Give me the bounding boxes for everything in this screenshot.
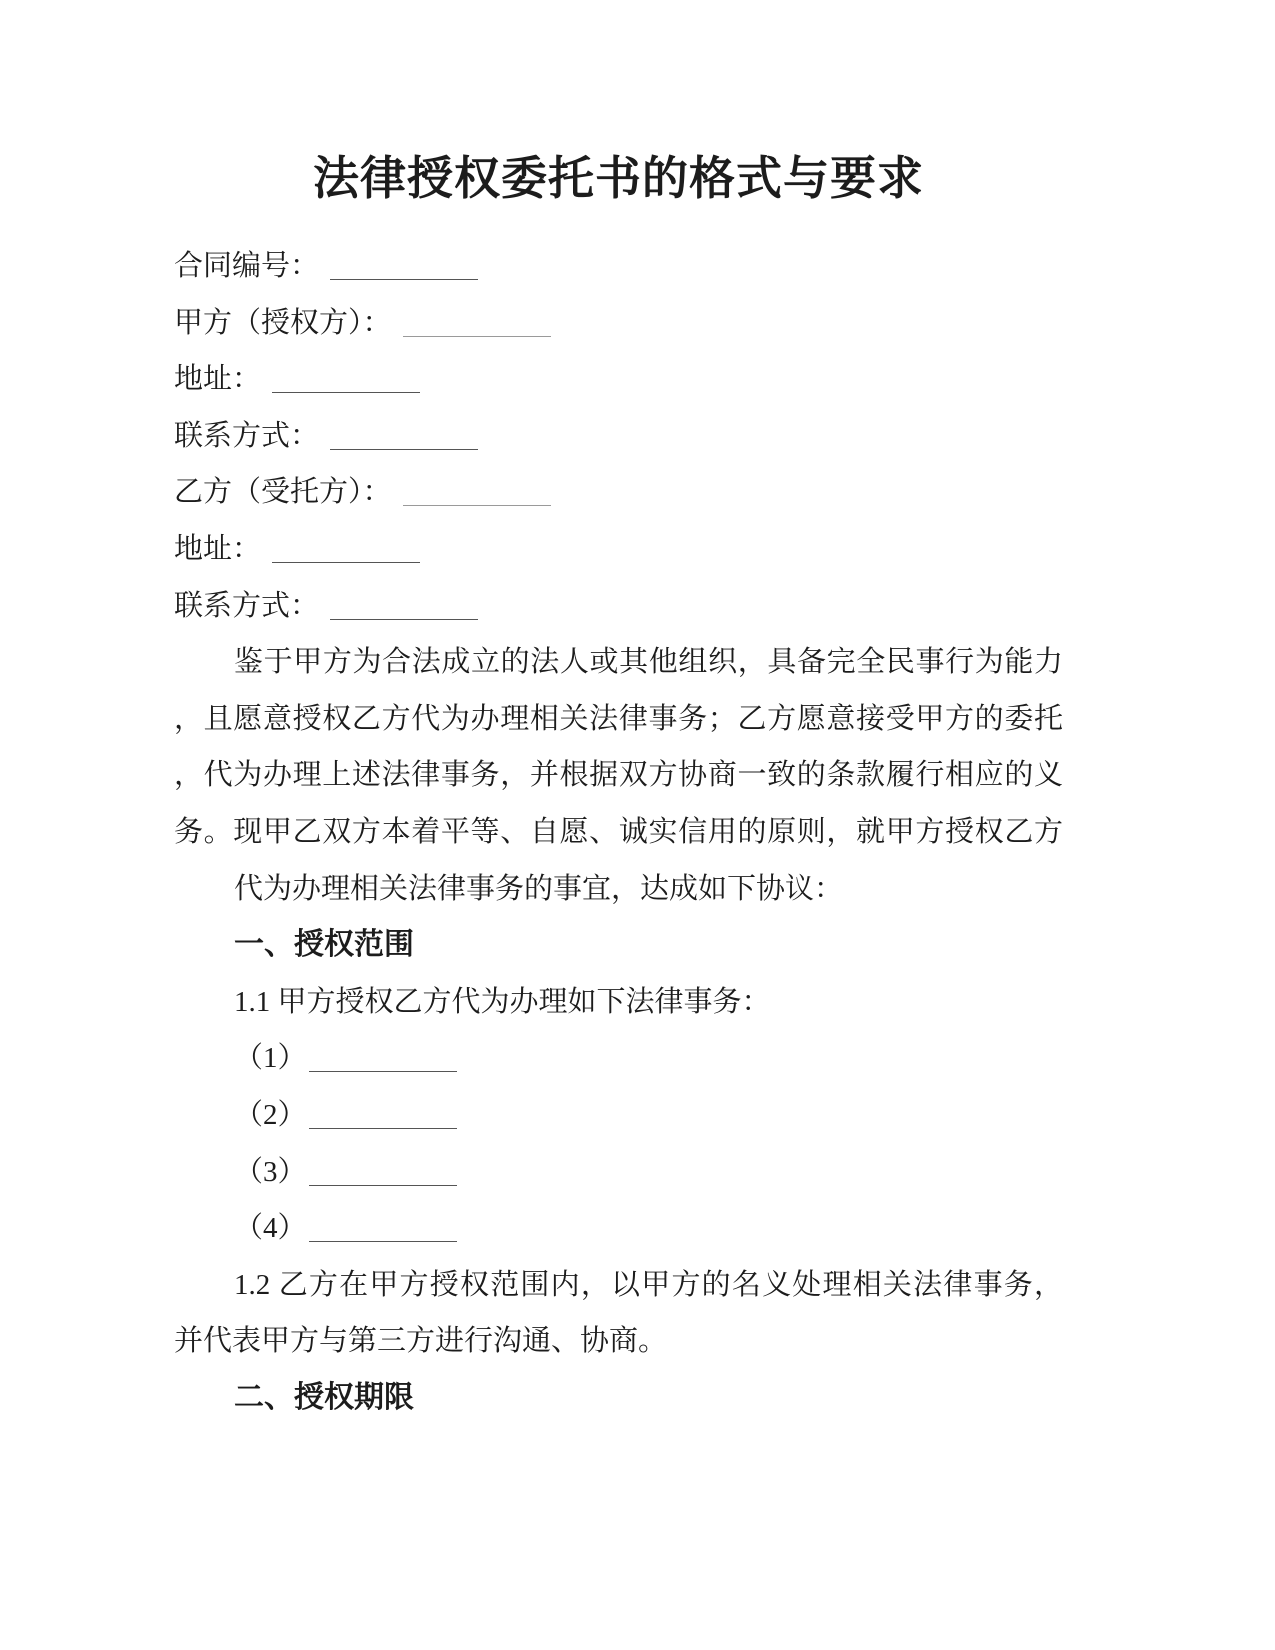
form-row-party-b-address xyxy=(174,521,1063,578)
form-row-party-a-address xyxy=(174,351,1063,408)
list-item-2-label: （2） xyxy=(234,1098,307,1131)
list-item-4 xyxy=(174,1200,1063,1257)
list-item-3 xyxy=(174,1144,1063,1201)
preamble-line-4: 务。现甲乙双方本着平等、自愿、诚实信用的原则，就甲方授权乙方 xyxy=(174,815,1063,848)
list-item-2 xyxy=(174,1087,1063,1144)
field-label-party-a: 甲方（授权方）： xyxy=(174,306,392,339)
party-a-blank[interactable] xyxy=(403,336,551,337)
section-1-heading: 一、授权范围 xyxy=(234,928,414,962)
preamble-line-2: ，且愿意授权乙方代为办理相关法律事务；乙方愿意接受甲方的委托 xyxy=(174,702,1063,735)
list-item-4-label: （4） xyxy=(234,1212,307,1245)
form-row-party-a-contact xyxy=(174,408,1063,465)
preamble-line-1: 鉴于甲方为合法成立的法人或其他组织，具备完全民事行为能力 xyxy=(234,646,1063,679)
form-row-party-b xyxy=(174,464,1063,521)
preamble-line-5: 代为办理相关法律事务的事宜，达成如下协议： xyxy=(234,872,844,905)
preamble-line-3: ，代为办理上述法律事务，并根据双方协商一致的条款履行相应的义 xyxy=(174,759,1063,792)
field-label-party-b-contact: 联系方式： xyxy=(174,589,320,622)
list-item-3-label: （3） xyxy=(234,1155,307,1188)
clause-1-1: 1.1 甲方授权乙方代为办理如下法律事务： xyxy=(234,985,771,1018)
party-a-address-blank[interactable] xyxy=(272,392,420,393)
field-label-party-a-address: 地址： xyxy=(174,363,262,396)
clause-1-2-line-2: 并代表甲方与第三方进行沟通、协商。 xyxy=(174,1325,668,1358)
document-body xyxy=(174,238,1063,1426)
contract-number-blank[interactable] xyxy=(330,279,478,280)
party-b-blank[interactable] xyxy=(403,505,551,506)
party-a-contact-blank[interactable] xyxy=(330,449,478,450)
field-label-contract-number: 合同编号： xyxy=(174,250,320,282)
list-item-1-blank[interactable] xyxy=(309,1071,457,1072)
list-item-2-blank[interactable] xyxy=(309,1128,457,1129)
field-label-party-b: 乙方（受托方）： xyxy=(174,476,392,509)
party-b-address-blank[interactable] xyxy=(272,562,420,563)
list-item-4-blank[interactable] xyxy=(309,1241,457,1242)
field-label-party-b-address: 地址： xyxy=(174,532,262,565)
list-item-3-blank[interactable] xyxy=(309,1185,457,1186)
form-row-contract-number xyxy=(174,238,1063,295)
field-label-party-a-contact: 联系方式： xyxy=(174,419,320,452)
form-row-party-b-contact xyxy=(174,578,1063,635)
document-title: 法律授权委托书的格式与要求 xyxy=(313,153,924,204)
section-2-heading: 二、授权期限 xyxy=(234,1380,414,1414)
form-row-party-a xyxy=(174,295,1063,352)
list-item-1 xyxy=(174,1030,1063,1087)
list-item-1-label: （1） xyxy=(234,1042,307,1075)
party-b-contact-blank[interactable] xyxy=(330,619,478,620)
clause-1-2-line-1: 1.2 乙方在甲方授权范围内，以甲方的名义处理相关法律事务， xyxy=(234,1268,1063,1301)
